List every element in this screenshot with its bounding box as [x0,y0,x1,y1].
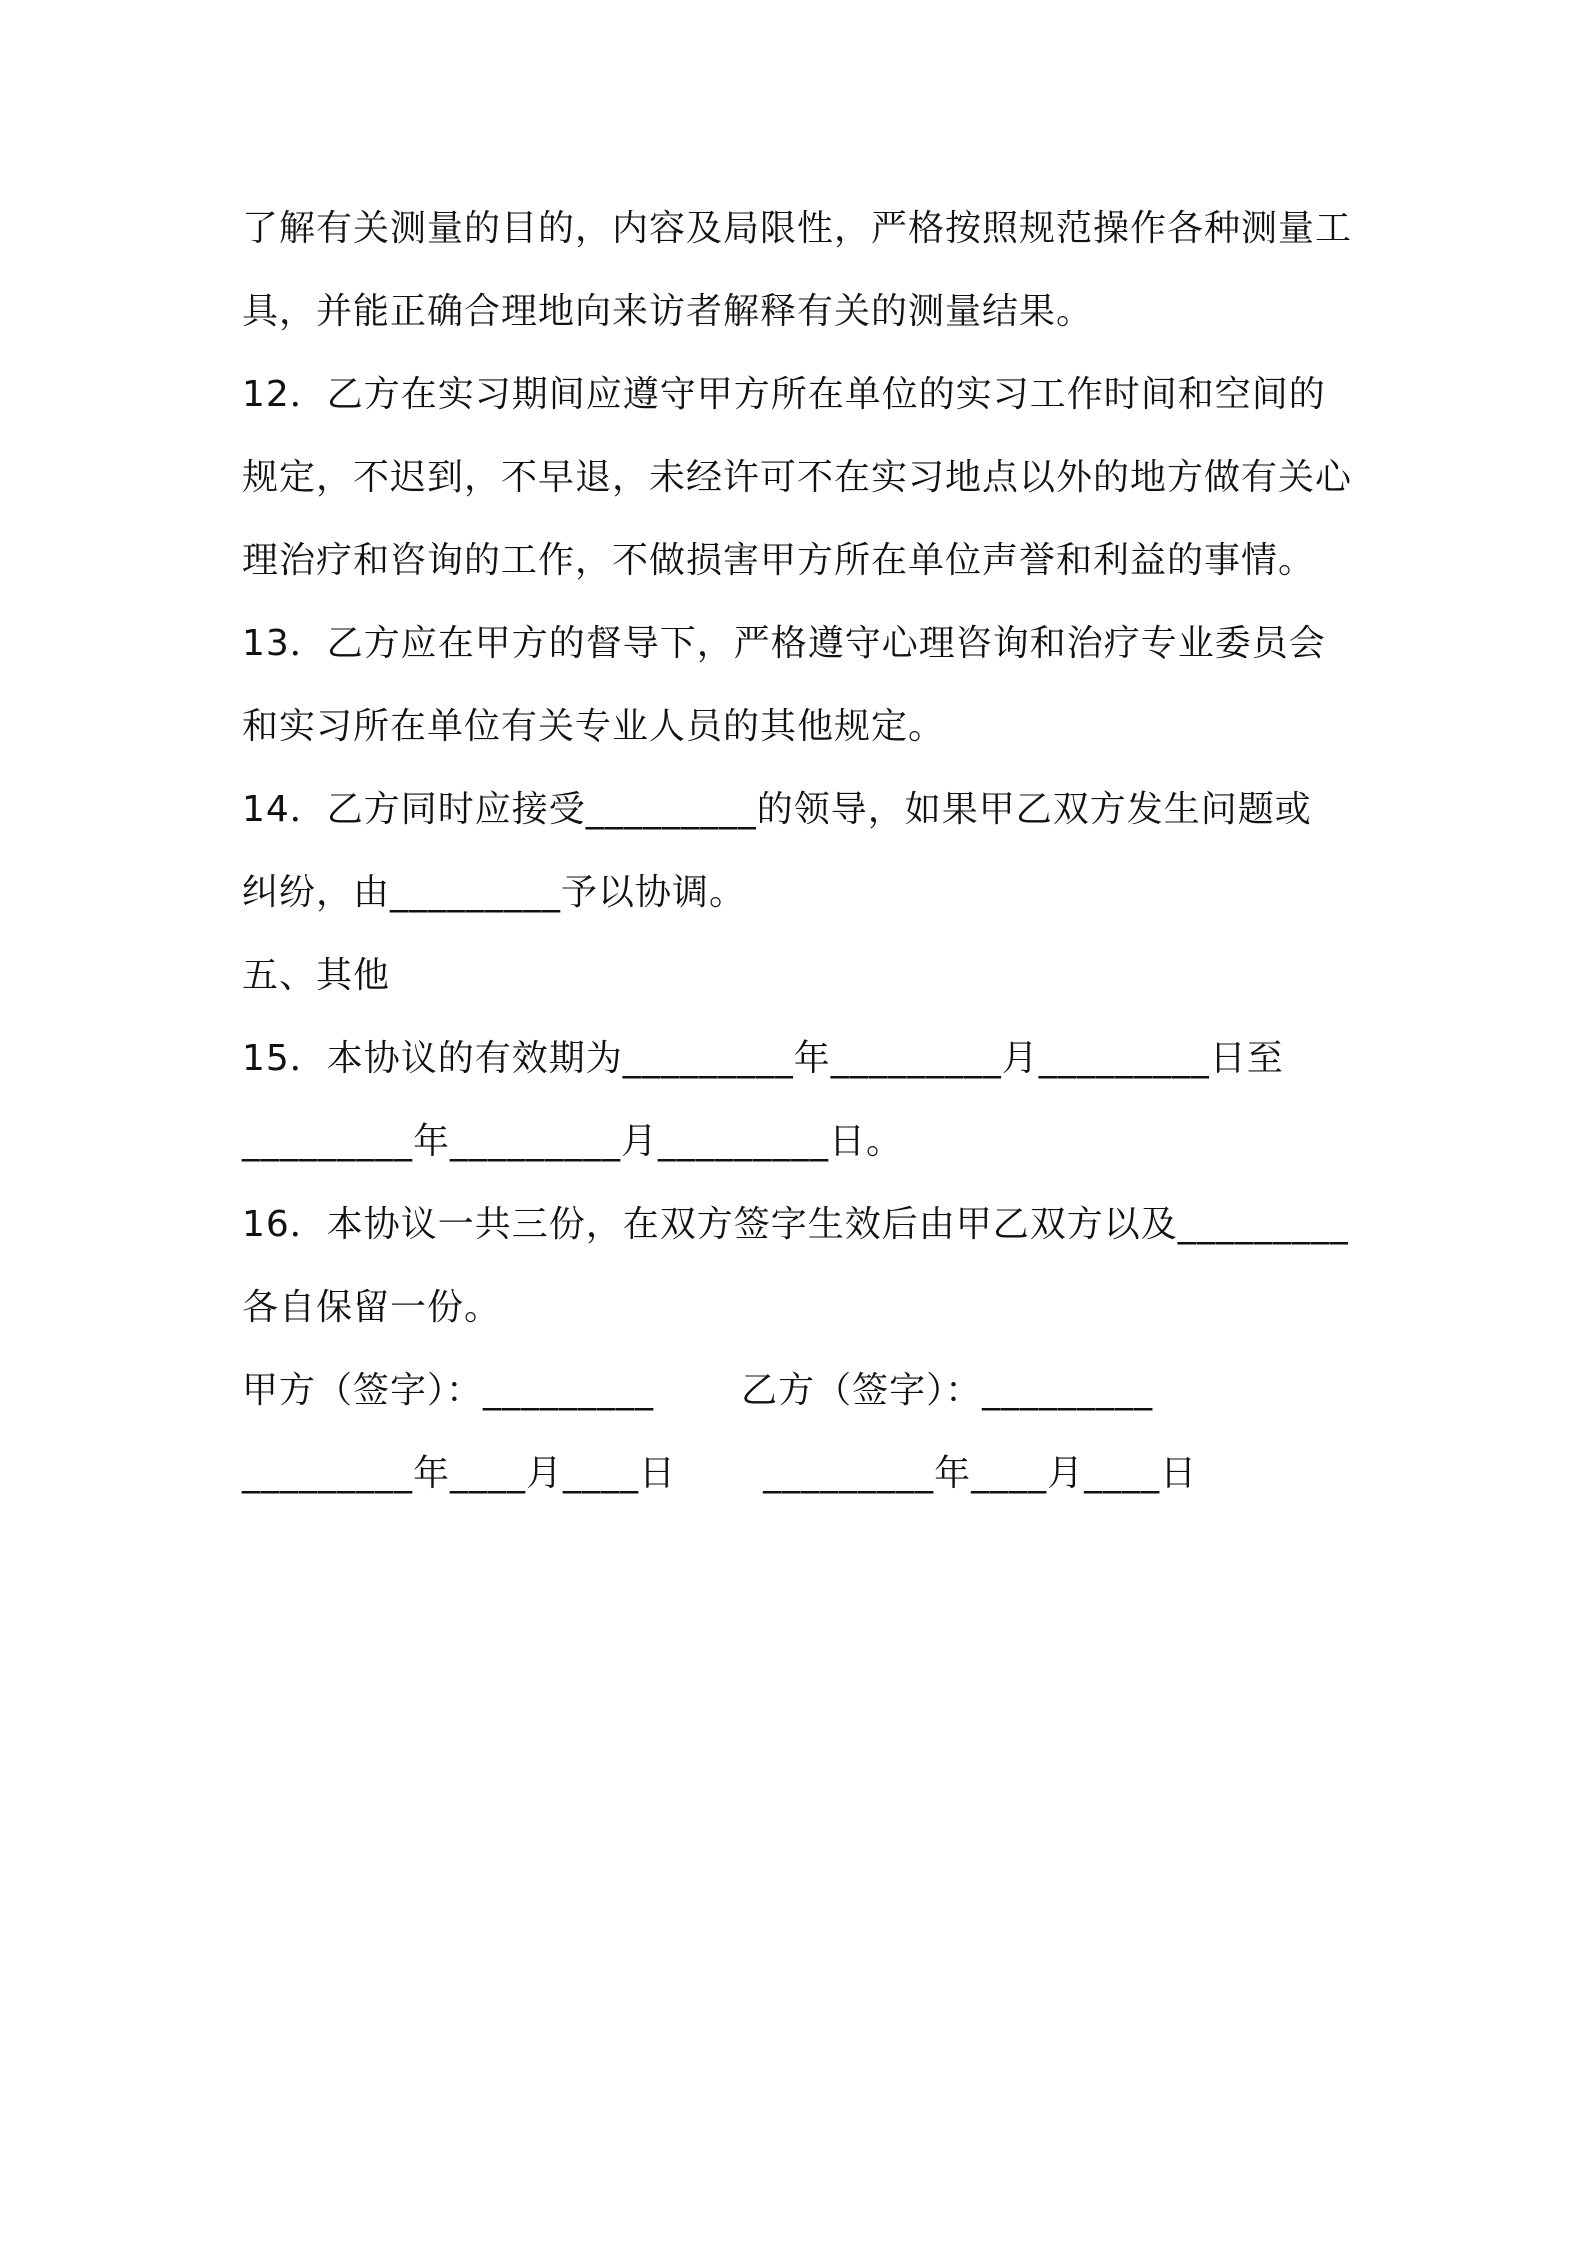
clause-12-line: 12．乙方在实习期间应遵守甲方所在单位的实习工作时间和空间的 [242,374,1326,415]
clause-16-line: 16．本协议一共三份，在双方签字生效后由甲乙双方以及_________ [242,1204,1349,1245]
paragraph-line: _________年_________月_________日。 [242,1121,903,1162]
clause-13-line: 13．乙方应在甲方的督导下，严格遵守心理咨询和治疗专业委员会 [242,623,1326,664]
paragraph-line: 理治疗和咨询的工作，不做损害甲方所在单位声誉和利益的事情。 [242,540,1316,581]
paragraph-line: 了解有关测量的目的，内容及局限性，严格按照规范操作各种测量工 [242,208,1353,249]
paragraph-line: 和实习所在单位有关专业人员的其他规定。 [242,706,946,747]
paragraph-line: 各自保留一份。 [242,1287,502,1328]
signature-line: 甲方（签字）：_________ 乙方（签字）：_________ [242,1370,1154,1411]
clause-14-line: 14．乙方同时应接受_________的领导，如果甲乙双方发生问题或 [242,789,1312,830]
section-heading: 五、其他 [242,955,391,996]
paragraph-line: 具，并能正确合理地向来访者解释有关的测量结果。 [242,291,1094,332]
paragraph-line: 纠纷，由_________予以协调。 [242,872,747,913]
paragraph-line: 规定，不迟到，不早退，未经许可不在实习地点以外的地方做有关心 [242,457,1353,498]
signature-date-line: _________年____月____日 _________年____月____日 [242,1453,1198,1494]
clause-15-line: 15．本协议的有效期为_________年_________月_________日至 [242,1038,1284,1079]
